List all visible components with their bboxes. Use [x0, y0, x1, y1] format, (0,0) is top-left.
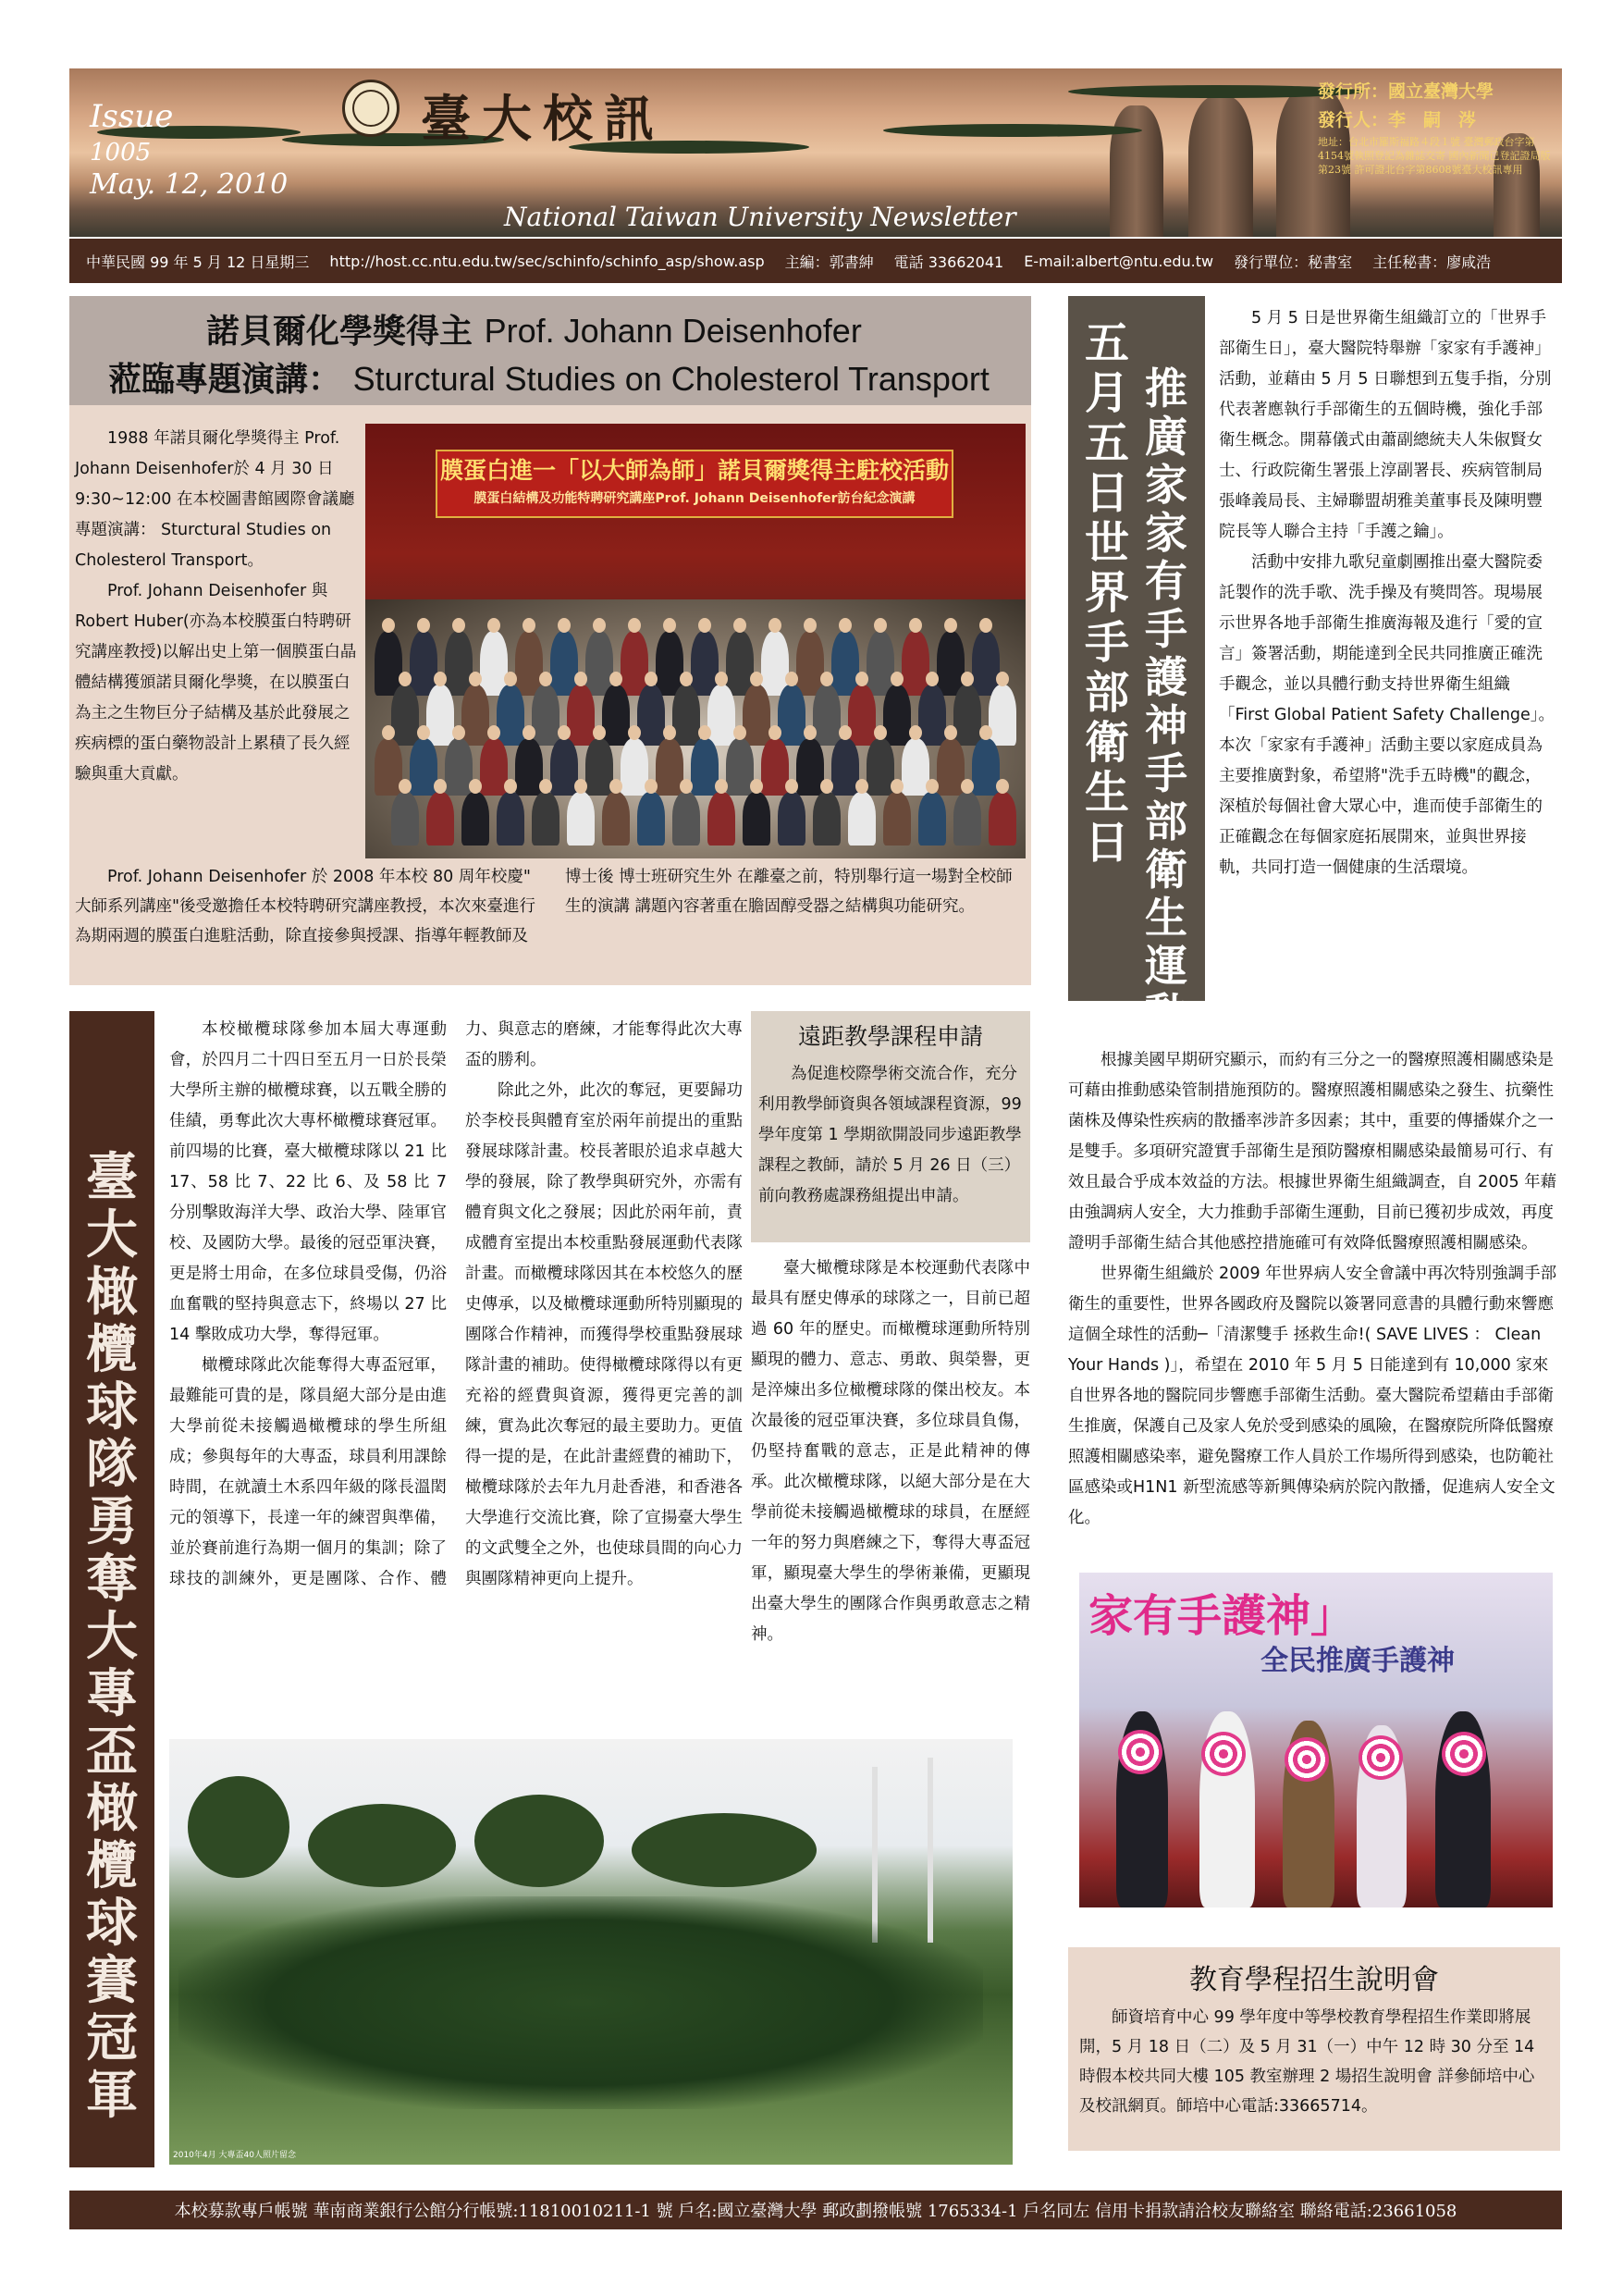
audience-member [989, 685, 1016, 746]
audience-member-head [874, 618, 887, 633]
audience-member-head [434, 672, 447, 686]
health-para-2: 活動中安排九歌兒童劇團推出臺大醫院委託製作的洗手歌、洗手操及有獎問答。現場展示世界各地手部衛生推廣海報及進行「愛的宣言」簽署活動，期能達到全民共同推廣正確洗手觀念，並以具體行動支持世界衛生組織「First Global Patient Safety Challenge」。本次「家家有手護神」活動主要以家庭成員為主要推廣對象，希望將"洗手五時機"的觀念，深植於每個社會大眾心中，進而使手部衛生的正確觀念在每個家庭拓展開來，並與世界接軌，共同打造一個健康的生活環境。 [1219, 553, 1555, 877]
audience-member [637, 685, 665, 746]
audience-member [778, 685, 805, 746]
editor: 主編：郭書紳 [784, 253, 874, 271]
email-link[interactable]: E-mail:albert@ntu.edu.tw [1024, 252, 1214, 270]
health-body-bottom [1068, 1045, 1560, 1534]
distance-learning-notice [751, 1011, 1030, 1242]
audience-member-head [715, 672, 728, 686]
footer-text: 本校募款專戶帳號 華南商業銀行公館分行帳號:11810010211-1 號 戶名:國立臺灣大學 郵政劃撥帳號 1765334-1 戶名同左 信用卡捐款請洽校友聯絡室 聯絡電話:23661058 [174, 2202, 1457, 2221]
rugby-title-panel [69, 1011, 154, 2167]
event-banner [436, 450, 953, 518]
audience-member-head [839, 725, 852, 740]
rugby-body [169, 1015, 743, 1718]
audience-member-head [663, 618, 676, 633]
edu-body [1079, 2003, 1549, 2121]
audience-member-head [593, 618, 606, 633]
audience-member [743, 792, 770, 846]
audience-member [813, 685, 841, 746]
nobel-body-bottom [75, 862, 1027, 951]
palm-trunk [1188, 96, 1253, 237]
seal-ring [352, 90, 389, 127]
audience-member-head [469, 779, 482, 794]
audience-member-head [574, 672, 587, 686]
newsletter-title: 臺大校訊 [421, 89, 665, 148]
hand-target-icon [1285, 1737, 1329, 1782]
audience-member-head [539, 672, 552, 686]
audience-member-head [452, 725, 465, 740]
audience-member-head [417, 618, 430, 633]
issue-full-date: 中華民國 99 年 5 月 12 日星期三 [86, 253, 310, 271]
hand-target-icon [1201, 1732, 1246, 1776]
audience-member-head [733, 618, 746, 633]
audience-member [602, 792, 630, 846]
audience-member [461, 685, 489, 746]
audience-member-head [469, 672, 482, 686]
chief-secretary: 主任秘書：廖咸浩 [1372, 253, 1492, 271]
palm-fronds [883, 124, 1142, 137]
audience-member-head [487, 618, 500, 633]
education-program-notice [1068, 1947, 1560, 2151]
tree [188, 1776, 289, 1878]
audience-member-head [839, 618, 852, 633]
audience-member [883, 685, 911, 746]
audience-member [918, 792, 946, 846]
health-title-main: 五月五日世界手部衛生日 [1084, 317, 1129, 869]
audience-member-head [891, 779, 904, 794]
rugby-team-photo [169, 1739, 1013, 2165]
audience-member-head [750, 672, 763, 686]
audience-member [567, 685, 595, 746]
donation-footer [69, 2191, 1562, 2229]
audience-member-head [926, 779, 939, 794]
health-title-panel [1068, 296, 1205, 1039]
audience-group [365, 599, 1026, 858]
hand-hygiene-photo [1079, 1573, 1553, 1907]
audience-member-head [715, 779, 728, 794]
audience-member [953, 685, 981, 746]
audience-member-head [855, 779, 868, 794]
health-para-3: 根據美國早期研究顯示，而約有三分之一的醫療照護相關感染是可藉由推動感染管制措施預防的。醫療照護相關感染之發生、抗藥性菌株及傳染性疾病的散播率涉許多因素；其中，重要的傳播媒介之一是雙手。多項研究證實手部衛生是預防醫療相關感染最簡易可行、有效且最合乎成本效益的方法。根據世界衛生組織調查，自 2005 年藉由強調病人安全，大力推動手部衛生運動，目前已獲初步成效，再度證明手部衛生結合其他感控措施確可有效降低醫療照護相關感染。 [1068, 1051, 1557, 1253]
event-banner-line-1: 膜蛋白進一「以大師為師」諾貝爾獎得主駐校活動 [439, 457, 949, 484]
publisher-line: 發行所：國立臺灣大學 [1318, 81, 1494, 102]
hand-target-icon [1359, 1735, 1403, 1780]
audience-member-head [663, 725, 676, 740]
audience-member-head [874, 725, 887, 740]
phone: 電話 33662041 [893, 253, 1004, 271]
audience-member-head [558, 618, 571, 633]
info-bar [69, 239, 1562, 283]
audience-member-head [820, 672, 833, 686]
audience-member [953, 792, 981, 846]
audience-member-head [698, 725, 711, 740]
audience-member [391, 792, 419, 846]
hand-hygiene-banner: 家有手護神」 [1088, 1590, 1356, 1642]
address-small: 地址：台北市羅斯福路４段１號 臺灣郵政台字第4154號執照登記為雜誌交寄 國內新聞已登記證局版第23號 許可證北台字第8608號臺大校訊專用 [1318, 136, 1551, 176]
team-group [178, 1896, 983, 2109]
audience-member-head [944, 725, 957, 740]
audience-member [778, 792, 805, 846]
nobel-para-2: Prof. Johann Deisenhofer 與 Robert Huber(亦為本校膜蛋白特聘研究講座教授)以解出史上第一個膜蛋白晶體結構獲頒諾貝爾化學獎，在以膜蛋白為主之生物巨分子結構及基於此發展之疾病標的蛋白藥物設計上累積了長久經驗與重大貢獻。 [75, 582, 357, 784]
audience-member-head [926, 672, 939, 686]
photo-caption: 2010年4月 大專盃40人照片留念 [173, 2151, 296, 2160]
headline-2-en: Sturctural Studies on Cholesterol Transport [352, 360, 990, 398]
audience-member [813, 792, 841, 846]
tree [308, 1804, 456, 1887]
hand-hygiene-banner-2: 全民推廣手護神 [1260, 1645, 1455, 1677]
nobel-headline-2 [108, 353, 990, 401]
tree [474, 1795, 604, 1887]
edu-title: 教育學程招生說明會 [1189, 1964, 1439, 1996]
audience-member-head [523, 618, 535, 633]
headline-1-zh: 諾貝爾化學獎得主 [206, 312, 473, 351]
audience-member-head [452, 618, 465, 633]
audience-member-head [961, 779, 974, 794]
audience-member [426, 792, 454, 846]
audience-member-head [628, 618, 641, 633]
audience-member [707, 792, 735, 846]
headline-1-en: Prof. Johann Deisenhofer [484, 312, 862, 350]
audience-member-head [628, 725, 641, 740]
distance-body [758, 1059, 1025, 1212]
audience-member [602, 685, 630, 746]
masthead [69, 68, 1562, 237]
audience-member-head [768, 725, 781, 740]
nobel-headline-box [69, 296, 1031, 405]
nobel-headline-1 [206, 305, 862, 352]
edu-body-text: 師資培育中心 99 學年度中等學校教育學程招生作業即將展開，5 月 18 日（二）及 5 月 31（一）中午 12 時 30 分至 14 時假本校共同大樓 105 教室辦理 2 場招生說明會 詳參師培中心及校訊網頁。師培中心電話:33665714。 [1079, 2008, 1535, 2116]
audience-member-head [523, 725, 535, 740]
publisher-block [1318, 78, 1554, 177]
nobel-para-1: 1988 年諾貝爾化學獎得主 Prof. Johann Deisenhofer於 4 月 30 日 9:30~12:00 在本校圖書館國際會議廳專題演講： Sturctural Studies on Cholesterol Transport。 [75, 429, 355, 570]
audience-member-head [645, 672, 658, 686]
audience-member-head [434, 779, 447, 794]
audience-member-head [698, 618, 711, 633]
audience-member [391, 685, 419, 746]
audience-member [989, 792, 1016, 846]
audience-member-head [909, 618, 922, 633]
health-body-top [1219, 303, 1557, 883]
audience-member-head [944, 618, 957, 633]
event-banner-line-2: 膜蛋白結構及功能特聘研究講座Prof. Johann Deisenhofer訪台紀念演講 [473, 491, 916, 506]
rugby-para-1: 本校橄欖球隊參加本屆大專運動會，於四月二十四日至五月一日於長榮大學所主辦的橄欖球賽，以五戰全勝的佳績，勇奪此次大專杯橄欖球賽冠軍。前四場的比賽，臺大橄欖球隊以 21 比 17、58 比 7、22 比 6、及 58 比 7 分別擊敗海洋大學、政治大學、陸軍官校、及國防大學。最後的冠亞軍決賽，更是將士用命，在多位球員受傷，仍浴血奮戰的堅持與意志下，終場以 27 比 14 擊敗成功大學，奪得冠軍。 [169, 1020, 447, 1344]
distance-title: 遠距教學課程申請 [797, 1023, 983, 1050]
website-link[interactable]: http://host.cc.ntu.edu.tw/sec/schinfo/schinfo_asp/show.asp [329, 252, 765, 270]
audience-member-head [487, 725, 500, 740]
audience-member [532, 792, 559, 846]
issuing-unit: 發行單位：秘書室 [1234, 253, 1353, 271]
audience-member-head [504, 779, 517, 794]
hand-target-icon [1118, 1730, 1162, 1774]
audience-member [461, 792, 489, 846]
palm-trunk [1110, 105, 1163, 237]
audience-member-head [539, 779, 552, 794]
issue-number: 1005 [90, 139, 152, 167]
audience-member-head [382, 725, 395, 740]
audience-member-head [750, 779, 763, 794]
audience-member-head [804, 618, 817, 633]
audience-member-head [909, 725, 922, 740]
nobel-group-photo [365, 424, 1026, 858]
university-seal-icon [342, 80, 400, 137]
audience-member-head [558, 725, 571, 740]
rugby-para-4: 臺大橄欖球隊是本校運動代表隊中最具有歷史傳承的球隊之一，目前已超過 60 年的歷史。而橄欖球運動所特別顯現的體力、意志、勇敢、與榮譽，更是淬煉出多位橄欖球隊的傑出校友。本次最後的冠亞軍決賽，多位球員負傷，仍堅持奮戰的意志，正是此精神的傳承。此次橄欖球隊，以絕大部分是在大學前從未接觸過橄欖球的球員，在歷經一年的努力與磨練之下，奪得大專盃冠軍，顯現臺大學生的學術兼備，更顯現出臺大學生的團隊合作與勇敢意志之精神。 [751, 1259, 1030, 1644]
distance-body-text: 為促進校際學術交流合作，充分利用教學師資與各領域課程資源，99 學年度第 1 學期欲開設同步遠距教學課程之教師，請於 5 月 26 日（三）前向教務處課務組提出申請。 [758, 1065, 1022, 1205]
rugby-para-2: 橄欖球隊此次能奪得大專盃冠軍，最難能可貴的是，隊員絕大部分是由進大學前從未接觸過橄欖球的學生所組成；參與每年的大專盃，球員利用課餘時間，在就讀土木系四年級的隊長溫閎元的領導下，長達一年的練習與準備，並於賽前進行為期一個月的集訓；除了球技的訓練外，更是團隊、合作、體力、與意志的磨練，才能奪得此次大專盃的勝利。 [169, 1020, 743, 1588]
audience-member-head [996, 779, 1009, 794]
audience-member [567, 792, 595, 846]
audience-member-head [768, 618, 781, 633]
audience-member-head [680, 779, 693, 794]
audience-member-head [979, 618, 992, 633]
newsletter-subtitle: National Taiwan University Newsletter [504, 202, 1016, 232]
audience-member [637, 792, 665, 846]
audience-member-head [785, 779, 798, 794]
audience-member-head [804, 725, 817, 740]
issue-word: Issue [90, 98, 174, 135]
audience-member [848, 792, 876, 846]
audience-member-head [382, 618, 395, 633]
audience-member [497, 792, 524, 846]
audience-member [672, 792, 700, 846]
audience-member-head [680, 672, 693, 686]
audience-member [497, 685, 524, 746]
issue-box [90, 98, 288, 201]
tree [632, 1813, 817, 1887]
headline-2-zh: 蒞臨專題演講： [108, 360, 342, 399]
audience-member-head [399, 672, 412, 686]
audience-member-head [961, 672, 974, 686]
audience-member [426, 685, 454, 746]
health-title-sub: 推廣家家有手護神 手部衛生運動 [1145, 364, 1187, 1039]
audience-member-head [733, 725, 746, 740]
audience-member-head [820, 779, 833, 794]
audience-member-head [855, 672, 868, 686]
audience-member [532, 685, 559, 746]
audience-member [848, 685, 876, 746]
issuer-line: 發行人：李 嗣 涔 [1318, 110, 1477, 130]
health-para-1: 5 月 5 日是世界衛生組織訂立的「世界手部衛生日」，臺大醫院特舉辦「家家有手護神」活動，並藉由 5 月 5 日聯想到五隻手指，分別代表著應執行手部衛生的五個時機，強化手部衛生概念。開幕儀式由蕭副總統夫人朱俶賢女士、行政院衛生署張上淳副署長、疾病管制局張峰義局長、主婦聯盟胡雅美董事長及陳明豐院長等人聯合主持「手護之鑰」。 [1219, 309, 1552, 541]
rugby-title: 臺大橄欖球隊勇奪大專盃橄欖球賽冠軍 [86, 1148, 138, 2126]
audience-member-head [593, 725, 606, 740]
audience-member [743, 685, 770, 746]
audience-member-head [996, 672, 1009, 686]
hand-target-icon [1442, 1732, 1486, 1776]
issue-date: May. 12, 2010 [90, 168, 289, 201]
audience-member-head [979, 725, 992, 740]
audience-member [883, 792, 911, 846]
rugby-body-right [751, 1253, 1030, 1650]
nobel-article [69, 296, 1031, 985]
audience-member-head [891, 672, 904, 686]
audience-member-head [609, 672, 622, 686]
audience-member-head [785, 672, 798, 686]
nobel-para-3: Prof. Johann Deisenhofer 於 2008 年本校 80 周年校慶" 大師系列講座"後受邀擔任本校特聘研究講座教授，本次來臺進行為期兩週的膜蛋白進駐活動，除直接參與授課、指導年輕教師及博士後 博士班研究生外 在離臺之前，特別舉行這一場對全校師生的演講 講題內容著重在膽固醇受器之結構與功能研究。 [75, 868, 1013, 945]
audience-member [672, 685, 700, 746]
rugby-para-3: 除此之外，此次的奪冠，更要歸功於李校長與體育室於兩年前提出的重點發展球隊計畫。校長著眼於追求卓越大學的發展，除了教學與研究外，亦需有體育與文化之發展；因此於兩年前，責成體育室提出本校重點發展運動代表隊計畫。而橄欖球隊因其在本校悠久的歷史傳承，以及橄欖球運動所特別顯現的團隊合作精神，而獲得學校重點發展球隊計畫的補助。使得橄欖球隊得以有更充裕的經費與資源，獲得更完善的訓練，實為此次奪冠的最主要助力。更值得一提的是，在此計畫經費的補助下，橄欖球隊於去年九月赴香港，和香港各大學進行交流比賽，除了宣揚臺大學生的文武雙全之外，也使球員間的向心力與團隊精神更向上提升。 [465, 1081, 743, 1588]
audience-member-head [574, 779, 587, 794]
audience-member-head [417, 725, 430, 740]
audience-member-head [645, 779, 658, 794]
audience-member-head [504, 672, 517, 686]
audience-member [707, 685, 735, 746]
audience-member-head [609, 779, 622, 794]
audience-member [918, 685, 946, 746]
nobel-body-left [75, 424, 360, 790]
health-para-4: 世界衛生組織於 2009 年世界病人安全會議中再次特別強調手部衛生的重要性，世界各國政府及醫院以簽署同意書的具體行動來響應這個全球性的活動─「清潔雙手 拯救生命!( SAVE LIVES ： Clean Your Hands )」，希望在 2010 年 5 月 5 日能達到有 10,000 家來自世界各地的醫院同步響應手部衛生活動。臺大醫院希望藉由手部衛生推廣，保護自己及家人免於受到感染的風險，在醫療院所降低醫療照護相關感染率，避免醫療工作人員於工作場所得到感染，也防範社區感染或H1N1 新型流感等新興傳染病於院內散播，促進病人安全文化。 [1068, 1265, 1557, 1527]
audience-member-head [399, 779, 412, 794]
